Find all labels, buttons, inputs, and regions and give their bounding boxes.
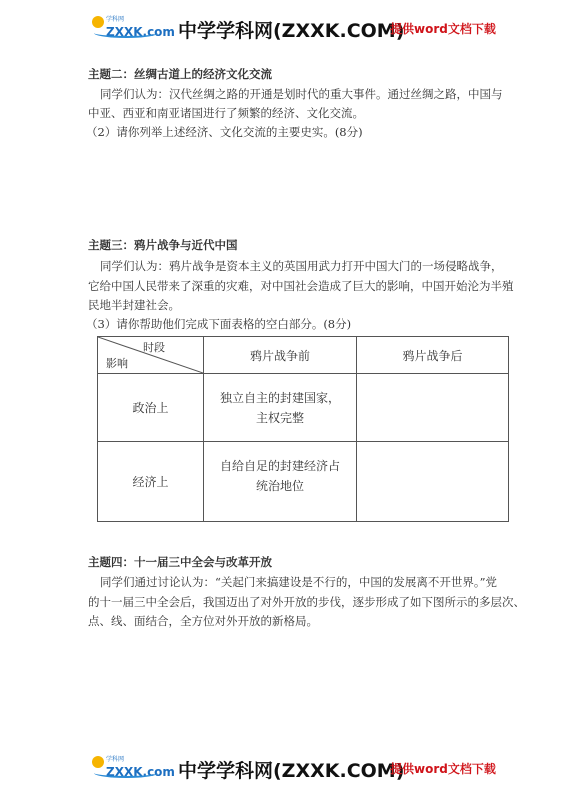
site-title[interactable]: 中学学科网(ZXXK.COM): [178, 20, 405, 42]
politics-before-line: 主权完整: [255, 410, 304, 425]
politics-after-blank[interactable]: [357, 374, 509, 442]
table-row: [98, 374, 509, 442]
download-link[interactable]: 提供word文档下载: [390, 22, 496, 36]
economy-after-blank[interactable]: [357, 442, 509, 522]
politics-before-cell: [204, 374, 357, 442]
theme3-question: （3）请你帮助他们完成下面表格的空白部分。(8分): [86, 317, 352, 331]
logo-subtext: 学科网: [106, 756, 125, 763]
theme4-paragraph-line: 点、线、面结合，全方位对外开放的新格局。: [88, 614, 318, 628]
zxxk-logo: [92, 754, 175, 784]
economy-before-cell: [204, 442, 357, 522]
theme3-paragraph-line: 同学们认为：鸦片战争是资本主义的英国用武力打开中国大门的一场侵略战争，: [100, 259, 503, 273]
download-link[interactable]: 提供word文档下载: [390, 762, 496, 776]
header-after-war: 鸦片战争后: [357, 337, 509, 374]
diagonal-header-cell: [98, 337, 204, 374]
logo-swoosh-icon: [94, 28, 158, 38]
row-label-economy: 经济上: [98, 442, 204, 522]
theme3-heading: 主题三：鸦片战争与近代中国: [88, 238, 238, 252]
table-header-row: [98, 337, 509, 374]
header-period-label: 时段: [143, 341, 165, 354]
theme4-paragraph-line: 同学们通过讨论认为：“关起门来搞建设是不行的，中国的发展离不开世界。”党: [100, 575, 498, 589]
header-impact-label: 影响: [106, 357, 128, 370]
header-before-war: 鸦片战争前: [204, 337, 357, 374]
economy-before-line: 统治地位: [255, 479, 304, 493]
zxxk-logo: [92, 14, 175, 44]
table-row: [98, 442, 509, 522]
logo-text: ZXXK.com: [106, 765, 175, 779]
theme4-paragraph-line: 的十一届三中全会后，我国迈出了对外开放的步伐，逐步形成了如下图所示的多层次、: [88, 595, 525, 609]
theme3-paragraph-line: 它给中国人民带来了深重的灾难，对中国社会造成了巨大的影响，中国开始沦为半殖: [88, 279, 514, 293]
theme2-paragraph-line: 同学们认为：汉代丝绸之路的开通是划时代的重大事件。通过丝绸之路，中国与: [100, 87, 503, 101]
economy-before-line: 自给自足的封建经济占: [219, 459, 340, 473]
theme2-heading: 主题二：丝绸古道上的经济文化交流: [88, 67, 272, 81]
theme4-heading: 主题四：十一届三中全会与改革开放: [88, 555, 272, 569]
theme2-paragraph-line: 中亚、西亚和南亚诸国进行了频繁的经济、文化交流。: [88, 106, 364, 120]
site-title[interactable]: 中学学科网(ZXXK.COM): [178, 760, 405, 782]
theme3-paragraph-line: 民地半封建社会。: [88, 298, 180, 312]
logo-sun-icon: [92, 16, 104, 28]
logo-sun-icon: [92, 756, 104, 768]
logo-swoosh-icon: [94, 768, 158, 778]
footer-banner: [0, 748, 570, 788]
header-banner: [0, 8, 570, 48]
theme2-question: （2）请你列举上述经济、文化交流的主要史实。(8分): [86, 125, 363, 139]
row-label-politics: 政治上: [98, 374, 204, 442]
politics-before-line: 独立自主的封建国家，: [219, 390, 340, 405]
opium-war-table: [97, 336, 509, 522]
logo-subtext: 学科网: [106, 16, 125, 23]
logo-text: ZXXK.com: [106, 25, 175, 39]
